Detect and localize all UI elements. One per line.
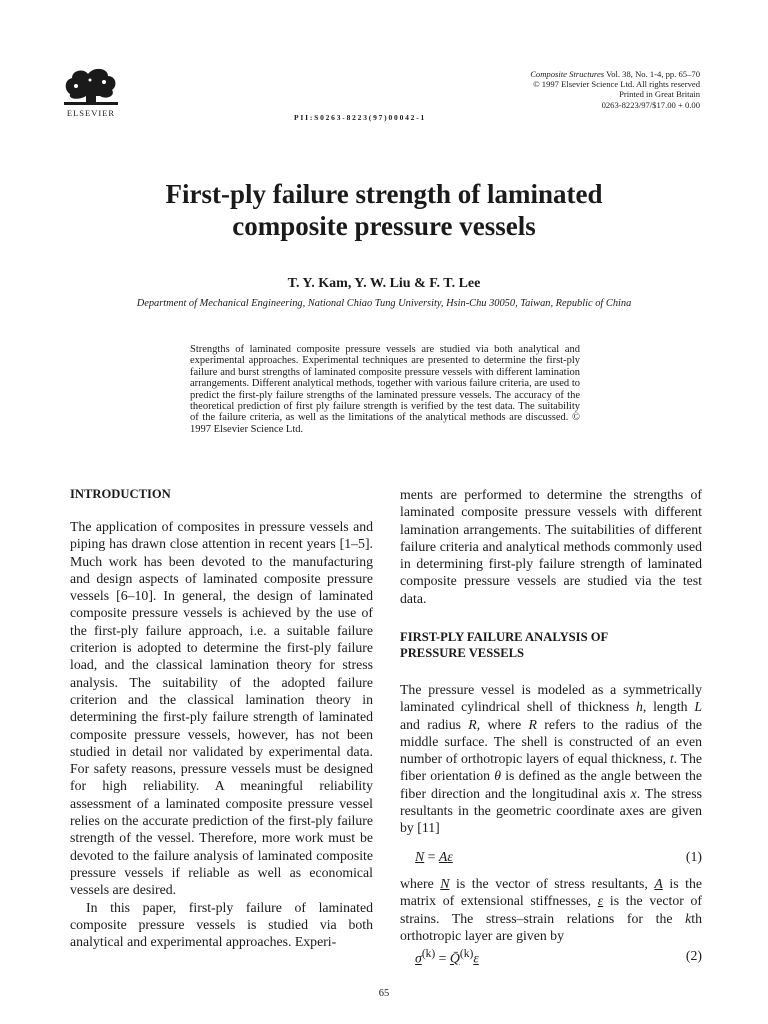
left-column — [70, 518, 373, 950]
heading-line-1: FIRST-PLY FAILURE ANALYSIS OF — [400, 630, 609, 644]
elsevier-tree-icon — [60, 66, 122, 106]
elsevier-logo — [60, 66, 122, 118]
journal-info — [400, 69, 700, 110]
publisher-name: ELSEVIER — [66, 108, 116, 118]
journal-citation — [400, 69, 700, 79]
journal-copyright: © 1997 Elsevier Science Ltd. All rights reserved — [533, 79, 700, 90]
title-line-1: First-ply failure strength of laminated — [165, 179, 603, 209]
journal-name: Composite Structures — [530, 69, 605, 79]
equation-1-number: (1) — [685, 849, 702, 864]
section-heading-introduction: INTRODUCTION — [70, 487, 171, 501]
section-heading-first-ply-failure — [400, 629, 700, 661]
intro-paragraph-2-continued: ments are performed to determine the strengths of laminated composite pressure vessels with different lamination arrangements. The suitabilities of different failure criteria and analytical methods commonly used in determining first-ply failure strength of laminated composite pressure vessels are studied via the test data. — [400, 487, 702, 606]
right-column — [400, 486, 702, 607]
title-line-2: composite pressure vessels — [232, 211, 536, 241]
fply-paragraph-2: where N is the vector of stress resultants, A is the matrix of extensional stiffnesses, ε is the vector of strains. The stress–strain relations for the kth orthotropic layer are given by — [400, 876, 703, 943]
journal-volume: Vol. 38, No. 1-4, pp. 65–70 — [604, 69, 700, 79]
equation-2-number: (2) — [685, 948, 702, 963]
heading-line-2: PRESSURE VESSELS — [400, 646, 525, 660]
page-number: 65 — [378, 988, 390, 999]
intro-paragraph-2: In this paper, first-ply failure of laminated composite pressure vessels is studied via both analytical and experimental approaches. Experi- — [70, 899, 373, 950]
pii-code: PII:S0263-8223(97)00042-1 — [294, 113, 427, 122]
fply-paragraph-1: The pressure vessel is modeled as a symmetrically laminated cylindrical shell of thickness h, length L and radius R, where R refers to the radius of the middle surface. The shell is constructed of an even number of orthotropic layers of equal thickness, t. The fiber orientation θ is defined as the angle between the fiber direction and the longitudinal axis x. The stress resultants in the geometric coordinate axes are given by [11] — [400, 682, 703, 836]
equation-2: $\sigma^{(k)}$ = Q̄$^{(k)}$ε — [415, 948, 479, 966]
authors: T. Y. Kam, Y. W. Liu & F. T. Lee — [287, 276, 481, 291]
equation-1: N = Aε — [415, 849, 453, 864]
affiliation: Department of Mechanical Engineering, National Chiao Tung University, Hsin-Chu 30050, Taiwan, Republic of China — [136, 298, 632, 309]
journal-issn: 0263-8223/97/$17.00 + 0.00 — [601, 99, 700, 110]
paper-title — [0, 178, 768, 242]
journal-printed: Printed in Great Britain — [619, 89, 700, 100]
intro-paragraph-1: The application of composites in pressure vessels and piping has drawn close attention in recent years [1–5]. Much work has been devoted to the manufacturing and design aspects of laminated composite pressure vessels [6–10]. In general, the design of laminated composite pressure vessels is achieved by the use of the first-ply failure approach, i.e. a suitable failure criterion is adopted to determine the first-ply failure load, and the classical lamination theory for stress analysis. The suitability of the adopted failure criterion and the classical lamination theory in determining the first-ply failure strength of laminated composite pressure vessels, however, has not been studied in detail nor validated by experimental data. For safety reasons, pressure vessels must be designed for high reliability. A meaningful reliability assessment of a laminated composite pressure vessel relies on the accurate prediction of the first-ply failure strength of the vessel. Therefore, more work must be devoted to the failure analysis of laminated composite pressure vessels if reliable as well as economical vessels are desired. — [70, 519, 373, 898]
abstract: Strengths of laminated composite pressure vessels are studied via both analytical and experimental approaches. Experimental techniques are presented to determine the first-ply failure and burst strengths of laminated composite pressure vessels with different lamination arrangements. Different analytical methods, together with various failure criteria, are used to predict the first-ply failure strengths of the laminated pressure vessels. The accuracy of the theoretical prediction of first ply failure strength is verified by the test data. The suitability of the failure criteria, as well as the limitations of the analytical methods are discussed. © 1997 Elsevier Science Ltd. — [190, 344, 580, 435]
